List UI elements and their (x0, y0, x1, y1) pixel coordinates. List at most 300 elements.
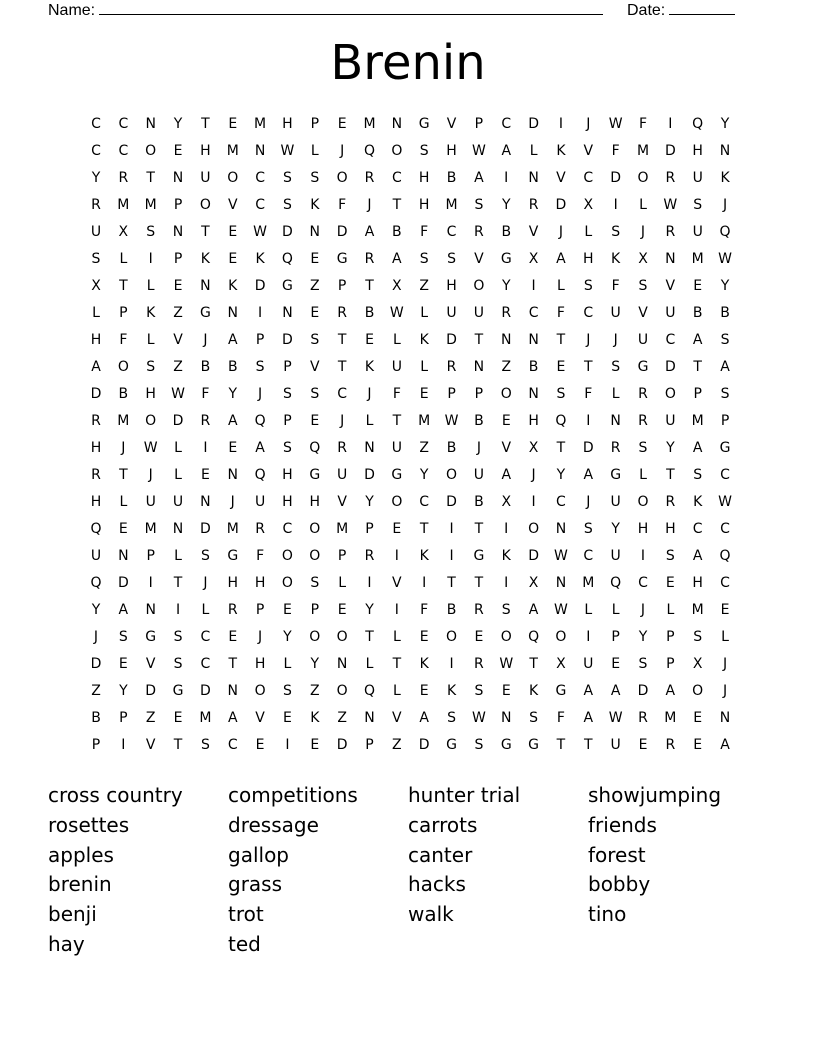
name-label: Name: (48, 2, 96, 19)
grid-letter: J (586, 494, 591, 510)
grid-letter: H (637, 521, 649, 537)
grid-letter: R (665, 224, 676, 240)
word-list-item: showjumping (588, 783, 722, 807)
grid-letter: P (119, 710, 128, 726)
grid-letter: K (611, 251, 621, 267)
grid-letter: L (310, 143, 319, 159)
grid-letter: A (227, 413, 238, 429)
grid-letter: Z (91, 683, 101, 699)
grid-letter: R (91, 467, 101, 483)
grid-letter: O (309, 548, 321, 564)
grid-letter: S (474, 683, 484, 699)
grid-letter: S (583, 521, 593, 537)
grid-letter: G (555, 683, 567, 699)
grid-letter: R (665, 170, 676, 186)
grid-letter: I (121, 737, 126, 753)
date-field[interactable] (669, 0, 735, 15)
grid-letter: E (200, 467, 210, 483)
grid-letter: I (148, 251, 153, 267)
grid-letter: Z (145, 710, 156, 726)
grid-letter: R (610, 440, 621, 456)
grid-letter: J (230, 494, 235, 510)
grid-letter: C (91, 116, 101, 132)
grid-letter: H (665, 521, 676, 537)
grid-letter: S (282, 440, 292, 456)
word-list-item: apples (48, 842, 114, 867)
grid-letter: A (720, 359, 730, 375)
grid-letter: L (420, 359, 429, 375)
grid-letter: M (691, 413, 704, 429)
grid-letter: A (501, 143, 512, 159)
grid-letter: L (639, 467, 647, 483)
grid-letter: M (336, 521, 349, 537)
grid-letter: Z (173, 305, 183, 321)
grid-letter: S (118, 629, 128, 645)
word-list-item: dressage (228, 812, 319, 837)
grid-letter: T (173, 737, 183, 753)
grid-letter: P (310, 602, 320, 618)
grid-letter: P (365, 737, 374, 753)
grid-letter: M (117, 197, 130, 213)
grid-letter: V (528, 224, 539, 240)
grid-letter: X (528, 251, 539, 267)
grid-letter: L (721, 629, 729, 645)
grid-letter: B (446, 602, 457, 618)
grid-letter: J (722, 197, 728, 213)
grid-letter: Q (555, 413, 567, 429)
grid-letter: I (367, 575, 372, 591)
grid-letter: T (119, 467, 128, 483)
grid-letter: L (529, 143, 538, 159)
grid-letter: F (420, 224, 429, 240)
grid-letter: Y (419, 467, 429, 483)
grid-letter: I (504, 521, 509, 537)
grid-letter: U (610, 305, 621, 321)
grid-letter: U (391, 440, 402, 456)
grid-letter: S (310, 332, 320, 348)
grid-letter: A (583, 710, 594, 726)
grid-letter: G (446, 737, 457, 753)
grid-letter: H (692, 575, 703, 591)
grid-letter: S (474, 197, 484, 213)
grid-letter: T (228, 656, 238, 672)
grid-letter: J (586, 116, 591, 132)
grid-letter: U (200, 170, 211, 186)
grid-letter: W (499, 656, 514, 672)
grid-letter: N (254, 143, 266, 159)
grid-letter: P (173, 197, 183, 213)
grid-letter: N (227, 305, 238, 321)
grid-letter: U (610, 494, 621, 510)
grid-letter: I (504, 170, 509, 186)
grid-letter: I (203, 440, 208, 456)
grid-letter: L (174, 440, 182, 456)
grid-letter: L (283, 656, 292, 672)
grid-letter: Y (91, 170, 101, 186)
grid-letter: P (119, 305, 128, 321)
grid-letter: R (200, 413, 211, 429)
grid-letter: C (118, 143, 129, 159)
grid-letter: Y (365, 494, 374, 510)
grid-letter: P (611, 629, 620, 645)
grid-letter: P (447, 386, 456, 402)
grid-letter: T (119, 278, 128, 294)
grid-letter: O (145, 413, 157, 429)
grid-letter: W (554, 602, 568, 618)
grid-letter: O (336, 629, 348, 645)
grid-letter: L (420, 305, 429, 321)
grid-letter: F (584, 386, 593, 402)
grid-letter: T (365, 278, 374, 294)
grid-letter: M (691, 602, 704, 618)
grid-letter: R (91, 413, 101, 429)
grid-letter: V (501, 440, 512, 456)
grid-letter: E (665, 575, 675, 591)
grid-letter: F (119, 332, 128, 348)
grid-letter: E (228, 224, 238, 240)
grid-letter: S (693, 197, 703, 213)
grid-letter: U (90, 548, 102, 564)
grid-letter: I (449, 548, 454, 564)
grid-letter: Y (666, 440, 675, 456)
grid-letter: R (474, 224, 484, 240)
grid-letter: N (200, 278, 211, 294)
grid-letter: A (692, 332, 703, 348)
grid-letter: S (638, 656, 648, 672)
grid-letter: O (336, 683, 348, 699)
grid-letter: W (471, 143, 486, 159)
grid-letter: V (255, 710, 265, 726)
grid-letter: L (174, 548, 182, 564)
word-list-item: hunter trial (408, 783, 521, 807)
grid-letter: N (364, 710, 375, 726)
grid-letter: N (610, 413, 621, 429)
grid-letter: S (91, 251, 101, 267)
grid-letter: P (365, 521, 374, 537)
grid-letter: S (200, 548, 210, 564)
grid-letter: S (556, 386, 566, 402)
grid-letter: S (282, 170, 292, 186)
grid-letter: N (501, 710, 512, 726)
grid-letter: F (201, 386, 210, 402)
word-list (48, 780, 768, 960)
word-list-item: ted (228, 932, 261, 956)
grid-letter: R (528, 197, 539, 213)
grid-letter: I (613, 197, 618, 213)
grid-letter: E (419, 683, 429, 699)
grid-letter: J (640, 602, 646, 618)
grid-letter: T (556, 332, 566, 348)
word-list-item: forest (588, 842, 646, 867)
grid-letter: K (310, 710, 320, 726)
grid-letter: N (145, 116, 156, 132)
grid-letter: O (446, 467, 458, 483)
grid-letter: A (720, 737, 730, 753)
grid-letter: O (309, 521, 321, 537)
grid-letter: N (555, 575, 567, 591)
grid-letter: P (255, 602, 265, 618)
grid-letter: D (172, 413, 184, 429)
grid-letter: M (664, 710, 677, 726)
grid-letter: A (556, 251, 566, 267)
grid-letter: H (418, 170, 430, 186)
grid-letter: E (365, 332, 374, 348)
grid-letter: M (199, 710, 212, 726)
grid-letter: V (446, 116, 457, 132)
grid-letter: S (146, 359, 156, 375)
grid-letter: A (255, 440, 265, 456)
grid-letter: A (227, 710, 238, 726)
grid-letter: R (364, 170, 375, 186)
grid-letter: B (91, 710, 101, 726)
grid-letter: L (365, 413, 374, 429)
grid-letter: G (282, 278, 293, 294)
grid-letter: F (338, 197, 347, 213)
grid-letter: H (309, 494, 321, 510)
grid-letter: H (90, 440, 102, 456)
grid-letter: P (255, 332, 265, 348)
grid-letter: D (637, 683, 649, 699)
grid-letter: S (310, 575, 320, 591)
grid-letter: L (557, 278, 565, 294)
grid-letter: U (90, 224, 102, 240)
grid-letter: T (556, 440, 566, 456)
grid-letter: I (394, 602, 399, 618)
grid-letter: R (364, 548, 375, 564)
grid-letter: O (281, 575, 293, 591)
grid-letter: A (665, 683, 676, 699)
grid-letter: M (636, 143, 650, 159)
grid-letter: I (531, 494, 536, 510)
grid-letter: S (173, 629, 183, 645)
grid-letter: T (419, 521, 429, 537)
grid-letter: P (666, 656, 675, 672)
grid-letter: E (419, 386, 429, 402)
grid-letter: P (474, 116, 484, 132)
grid-letter: N (309, 224, 321, 240)
grid-letter: E (118, 521, 128, 537)
grid-letter: T (392, 197, 402, 213)
grid-letter: L (392, 629, 401, 645)
grid-letter: U (254, 494, 266, 510)
grid-letter: Z (419, 278, 429, 294)
grid-letter: L (174, 467, 182, 483)
grid-letter: L (119, 251, 128, 267)
grid-letter: T (447, 575, 456, 591)
grid-letter: P (337, 548, 347, 564)
grid-letter: T (666, 467, 675, 483)
grid-letter: V (392, 575, 402, 591)
grid-letter: N (528, 170, 539, 186)
grid-letter: J (258, 386, 263, 402)
grid-letter: W (280, 143, 295, 159)
grid-letter: H (282, 467, 293, 483)
grid-letter: C (583, 548, 594, 564)
grid-letter: H (282, 116, 293, 132)
grid-letter: A (474, 170, 484, 186)
grid-letter: C (282, 521, 293, 537)
grid-letter: Z (501, 359, 512, 375)
grid-letter: P (91, 737, 101, 753)
grid-letter: X (638, 251, 648, 267)
grid-letter: S (638, 278, 648, 294)
grid-letter: J (340, 143, 345, 159)
grid-letter: S (447, 710, 456, 726)
grid-letter: I (449, 656, 454, 672)
word-list-item: competitions (228, 783, 358, 807)
grid-letter: T (392, 656, 402, 672)
grid-letter: N (282, 305, 293, 321)
grid-letter: A (501, 467, 512, 483)
grid-letter: U (610, 548, 621, 564)
word-list-item: gallop (228, 842, 289, 867)
grid-letter: L (611, 602, 620, 618)
grid-letter: Q (309, 440, 321, 456)
grid-letter: O (309, 629, 321, 645)
grid-letter: N (528, 386, 539, 402)
grid-letter: C (391, 170, 402, 186)
grid-letter: F (256, 548, 265, 564)
grid-letter: R (337, 305, 347, 321)
grid-letter: D (90, 656, 102, 672)
grid-letter: W (471, 710, 486, 726)
grid-letter: T (173, 575, 183, 591)
grid-letter: H (446, 143, 457, 159)
grid-letter: R (91, 197, 101, 213)
grid-letter: T (474, 521, 484, 537)
grid-letter: A (364, 224, 375, 240)
word-list-item: bobby (588, 872, 651, 897)
grid-letter: O (692, 683, 704, 699)
grid-letter: V (665, 278, 676, 294)
grid-letter: E (228, 251, 238, 267)
grid-letter: K (419, 332, 429, 348)
grid-letter: J (93, 629, 99, 645)
grid-letter: X (692, 656, 703, 672)
grid-letter: C (720, 467, 730, 483)
grid-letter: H (200, 143, 211, 159)
grid-letter: K (529, 683, 539, 699)
grid-letter: Q (254, 413, 266, 429)
grid-letter: G (528, 737, 540, 753)
grid-letter: N (501, 332, 512, 348)
grid-letter: V (145, 737, 156, 753)
grid-letter: R (638, 710, 648, 726)
grid-letter: D (90, 386, 102, 402)
grid-letter: D (145, 683, 157, 699)
grid-letter: H (90, 494, 102, 510)
grid-letter: E (611, 656, 621, 672)
grid-letter: D (582, 440, 594, 456)
grid-letter: E (720, 602, 730, 618)
grid-letter: J (476, 440, 481, 456)
grid-letter: L (92, 305, 100, 321)
grid-letter: D (117, 575, 129, 591)
grid-letter: E (638, 737, 648, 753)
grid-letter: O (145, 143, 157, 159)
grid-letter: T (146, 170, 155, 186)
grid-letter: P (337, 278, 347, 294)
grid-letter: B (692, 305, 703, 321)
grid-letter: V (556, 170, 566, 186)
grid-letter: N (391, 116, 403, 132)
grid-letter: Y (173, 116, 183, 132)
grid-letter: Y (638, 629, 648, 645)
grid-letter: S (720, 386, 730, 402)
grid-letter: D (254, 278, 266, 294)
grid-letter: J (148, 467, 153, 483)
grid-letter: G (227, 548, 239, 564)
grid-letter: C (118, 116, 129, 132)
grid-letter: Q (90, 575, 102, 591)
grid-letter: B (501, 224, 512, 240)
grid-letter: C (255, 197, 265, 213)
grid-letter: A (583, 467, 594, 483)
grid-letter: N (528, 332, 539, 348)
word-list-item: hacks (408, 872, 466, 897)
grid-letter: C (720, 521, 730, 537)
name-field[interactable] (99, 0, 603, 15)
grid-letter: W (444, 413, 459, 429)
grid-letter: E (118, 656, 128, 672)
grid-letter: U (692, 224, 703, 240)
grid-letter: J (586, 332, 591, 348)
grid-letter: A (227, 332, 238, 348)
grid-letter: R (364, 251, 375, 267)
grid-letter: D (610, 170, 622, 186)
grid-letter: H (254, 656, 266, 672)
grid-letter: Y (283, 629, 292, 645)
grid-letter: B (474, 494, 484, 510)
grid-letter: Y (501, 278, 511, 294)
grid-letter: V (173, 332, 183, 348)
grid-letter: T (584, 359, 593, 375)
grid-letter: Z (419, 440, 429, 456)
grid-letter: O (391, 494, 403, 510)
grid-letter: R (118, 170, 129, 186)
grid-letter: E (173, 143, 183, 159)
grid-letter: M (363, 116, 376, 132)
grid-letter: A (610, 683, 621, 699)
grid-letter: I (422, 575, 427, 591)
grid-letter: G (336, 251, 348, 267)
grid-letter: B (392, 224, 402, 240)
grid-letter: Z (310, 278, 320, 294)
grid-letter: R (337, 440, 347, 456)
grid-letter: G (145, 629, 157, 645)
grid-letter: A (91, 359, 101, 375)
grid-letter: C (720, 575, 730, 591)
grid-letter: T (474, 332, 484, 348)
grid-letter: S (310, 170, 320, 186)
grid-letter: M (144, 521, 157, 537)
grid-letter: S (611, 359, 621, 375)
grid-letter: C (255, 170, 265, 186)
grid-letter: V (227, 197, 238, 213)
letter-grid (83, 111, 743, 759)
word-list-item: hay (48, 932, 85, 956)
grid-letter: L (146, 332, 155, 348)
grid-letter: P (693, 386, 702, 402)
header (48, 0, 748, 18)
grid-letter: Y (611, 521, 620, 537)
grid-letter: I (558, 116, 563, 132)
grid-letter: H (227, 575, 239, 591)
grid-letter: N (172, 521, 184, 537)
grid-letter: U (473, 467, 485, 483)
grid-letter: D (282, 332, 293, 348)
grid-letter: J (340, 413, 345, 429)
